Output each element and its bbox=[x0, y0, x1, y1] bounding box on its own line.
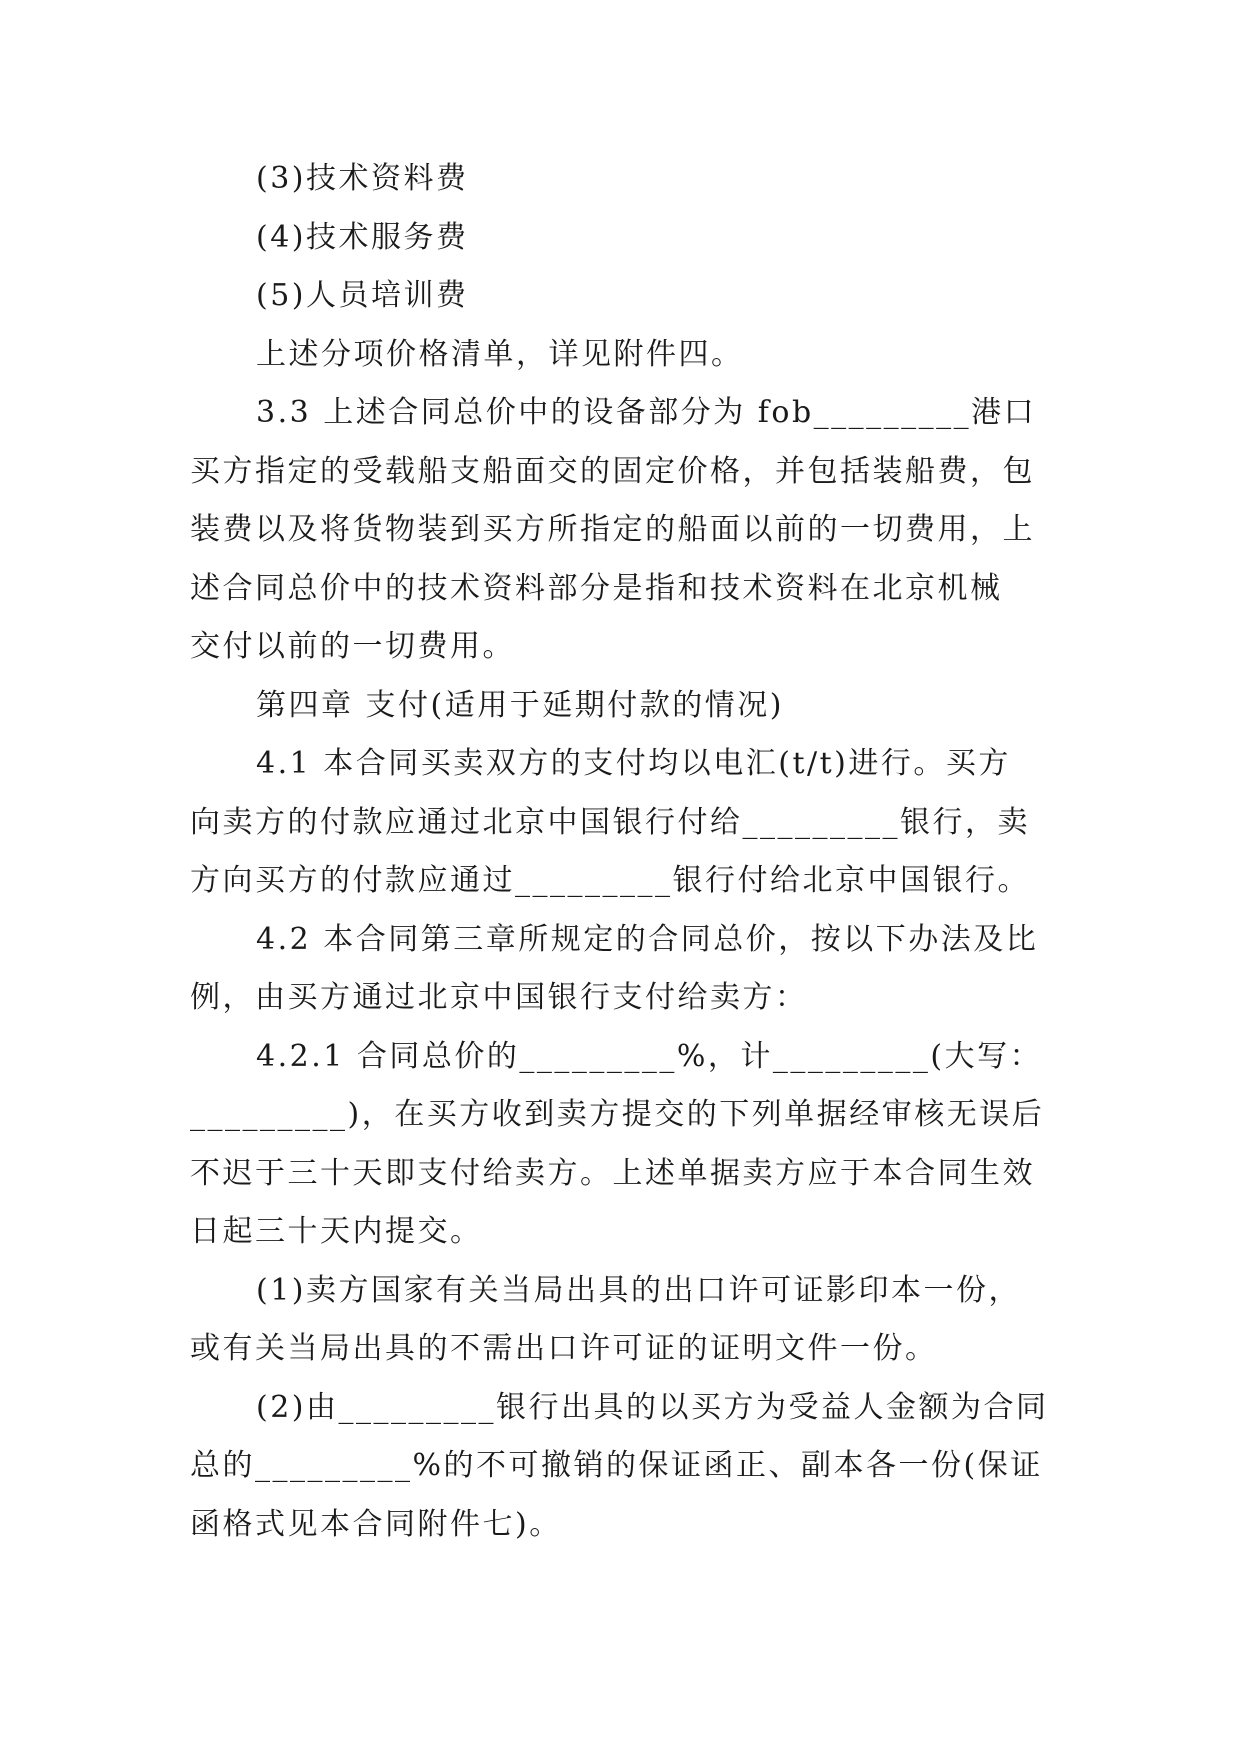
clause-3-3-line-2: 买方指定的受载船支船面交的固定价格，并包括装船费，包 bbox=[190, 453, 1035, 489]
clause-4-2-1-line-2: _________)，在买方收到卖方提交的下列单据经审核无误后 bbox=[190, 1097, 1045, 1132]
clause-4-2-1-line-1: 4.2.1 合同总价的_________%，计_________(大写： bbox=[256, 1038, 1043, 1074]
clause-4-1-line-1: 4.1 本合同买卖双方的支付均以电汇(t/t)进行。买方 bbox=[256, 746, 1011, 781]
price-list-note: 上述分项价格清单，详见附件四。 bbox=[256, 336, 744, 372]
clause-4-2-1-line-4: 日起三十天内提交。 bbox=[190, 1214, 483, 1249]
doc-item-2-line-1: (2)由_________银行出具的以买方为受益人金额为合同 bbox=[256, 1389, 1049, 1425]
clause-3-3-line-1: 3.3 上述合同总价中的设备部分为 fob_________港口 bbox=[256, 395, 1037, 430]
clause-4-1-line-3: 方向买方的付款应通过_________银行付给北京中国银行。 bbox=[190, 863, 1030, 898]
clause-3-3-line-3: 装费以及将货物装到买方所指定的船面以前的一切费用，上 bbox=[190, 512, 1035, 547]
doc-item-1-line-2: 或有关当局出具的不需出口许可证的证明文件一份。 bbox=[190, 1331, 938, 1366]
list-item-technical-materials-fee: (3)技术资料费 bbox=[256, 161, 469, 196]
list-item-technical-service-fee: (4)技术服务费 bbox=[256, 219, 469, 255]
clause-4-2-1-line-3: 不迟于三十天即支付给卖方。上述单据卖方应于本合同生效 bbox=[190, 1155, 1035, 1191]
clause-4-2-line-2: 例，由买方通过北京中国银行支付给卖方： bbox=[190, 980, 808, 1015]
chapter-4-heading: 第四章 支付(适用于延期付款的情况) bbox=[256, 687, 784, 723]
clause-3-3-line-4: 述合同总价中的技术资料部分是指和技术资料在北京机械 bbox=[190, 570, 1003, 606]
clause-4-1-line-2: 向卖方的付款应通过北京中国银行付给_________银行，卖 bbox=[190, 804, 1030, 840]
doc-item-2-line-2: 总的_________%的不可撤销的保证函正、副本各一份(保证 bbox=[190, 1448, 1043, 1483]
list-item-training-fee: (5)人员培训费 bbox=[256, 278, 469, 313]
doc-item-2-line-3: 函格式见本合同附件七)。 bbox=[190, 1506, 562, 1542]
doc-item-1-line-1: (1)卖方国家有关当局出具的出口许可证影印本一份， bbox=[256, 1272, 1021, 1308]
clause-3-3-line-5: 交付以前的一切费用。 bbox=[190, 629, 515, 664]
document-body bbox=[190, 150, 1050, 1554]
clause-4-2-line-1: 4.2 本合同第三章所规定的合同总价，按以下办法及比 bbox=[256, 921, 1039, 957]
